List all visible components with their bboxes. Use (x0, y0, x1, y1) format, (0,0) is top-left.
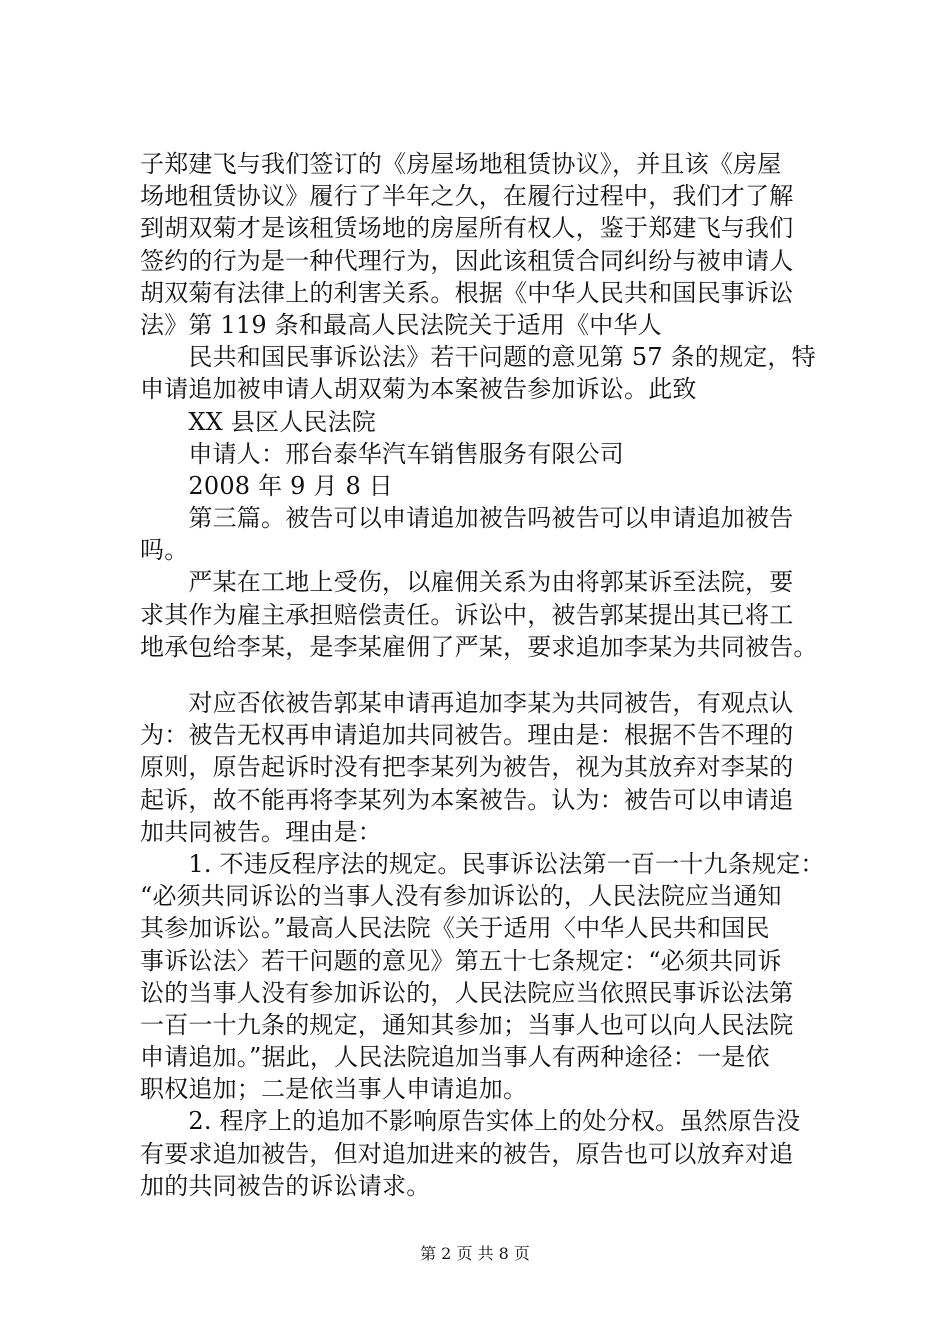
applicant-line: 申请人：邢台泰华汽车销售服务有限公司 (140, 439, 624, 468)
text-line: 一百一十九条的规定，通知其参加；当事人也可以向人民法院 (140, 1010, 794, 1039)
addressee-line: XX 县区人民法院 (140, 407, 377, 436)
text-line: 加的共同被告的诉讼请求。 (140, 1171, 431, 1200)
text-line: 讼的当事人没有参加诉讼的，人民法院应当依照民事诉讼法第 (140, 978, 794, 1007)
text-line: 有要求追加被告，但对追加进来的被告，原告也可以放弃对追 (140, 1139, 794, 1168)
text-line: 求其作为雇主承担赔偿责任。诉讼中，被告郭某提出其已将工 (140, 600, 794, 629)
text-line: 1. 不违反程序法的规定。民事诉讼法第一百一十九条规定： (140, 849, 825, 878)
text-line: 为：被告无权再申请追加共同被告。理由是：根据不告不理的 (140, 721, 794, 750)
text-line: 民共和国民事诉讼法》若干问题的意见第 57 条的规定，特 (140, 343, 816, 372)
text-line: 起诉，故不能再将李某列为本案被告。认为：被告可以申请追 (140, 785, 794, 814)
text-line: 场地租赁协议》履行了半年之久，在履行过程中，我们才了解 (140, 182, 794, 211)
text-line: 职权追加；二是依当事人申请追加。 (140, 1075, 528, 1104)
text-line: 子郑建飞与我们签订的《房屋场地租赁协议》，并且该《房屋 (140, 150, 782, 178)
date-line: 2008 年 9 月 8 日 (140, 471, 393, 500)
text-line: 原则，原告起诉时没有把李某列为被告，视为其放弃对李某的 (140, 753, 794, 782)
text-line: 申请追加被申请人胡双菊为本案被告参加诉讼。此致 (140, 375, 697, 404)
page-number-footer: 第 2 页 共 8 页 (420, 1244, 530, 1263)
section-heading: 第三篇。被告可以申请追加被告吗被告可以申请追加被告 (140, 504, 794, 533)
text-line: 2. 程序上的追加不影响原告实体上的处分权。虽然原告没 (140, 1107, 801, 1136)
text-line: 严某在工地上受伤，以雇佣关系为由将郭某诉至法院，要 (140, 568, 794, 597)
text-line: 事诉讼法〉若干问题的意见》第五十七条规定：“必须共同诉 (140, 946, 782, 975)
text-line: 对应否依被告郭某申请再追加李某为共同被告，有观点认 (140, 689, 794, 717)
text-line: 到胡双菊才是该租赁场地的房屋所有权人，鉴于郑建飞与我们 (140, 214, 794, 243)
text-line: 加共同被告。理由是： (140, 817, 382, 846)
text-line: “必须共同诉讼的当事人没有参加诉讼的，人民法院应当通知 (140, 882, 782, 911)
text-line: 申请追加。”据此，人民法院追加当事人有两种途径：一是依 (140, 1043, 770, 1072)
text-line: 其参加诉讼。”最高人民法院《关于适用〈中华人民共和国民 (140, 914, 770, 943)
text-line: 法》第 119 条和最高人民法院关于适用《中华人 (140, 310, 662, 339)
text-line: 胡双菊有法律上的利害关系。根据《中华人民共和国民事诉讼 (140, 278, 794, 307)
text-line: 吗。 (140, 536, 189, 565)
text-line: 地承包给李某，是李某雇佣了严某，要求追加李某为共同被告。 (140, 632, 818, 661)
text-line: 签约的行为是一种代理行为，因此该租赁合同纠纷与被申请人 (140, 246, 794, 275)
document-body (140, 148, 840, 1202)
